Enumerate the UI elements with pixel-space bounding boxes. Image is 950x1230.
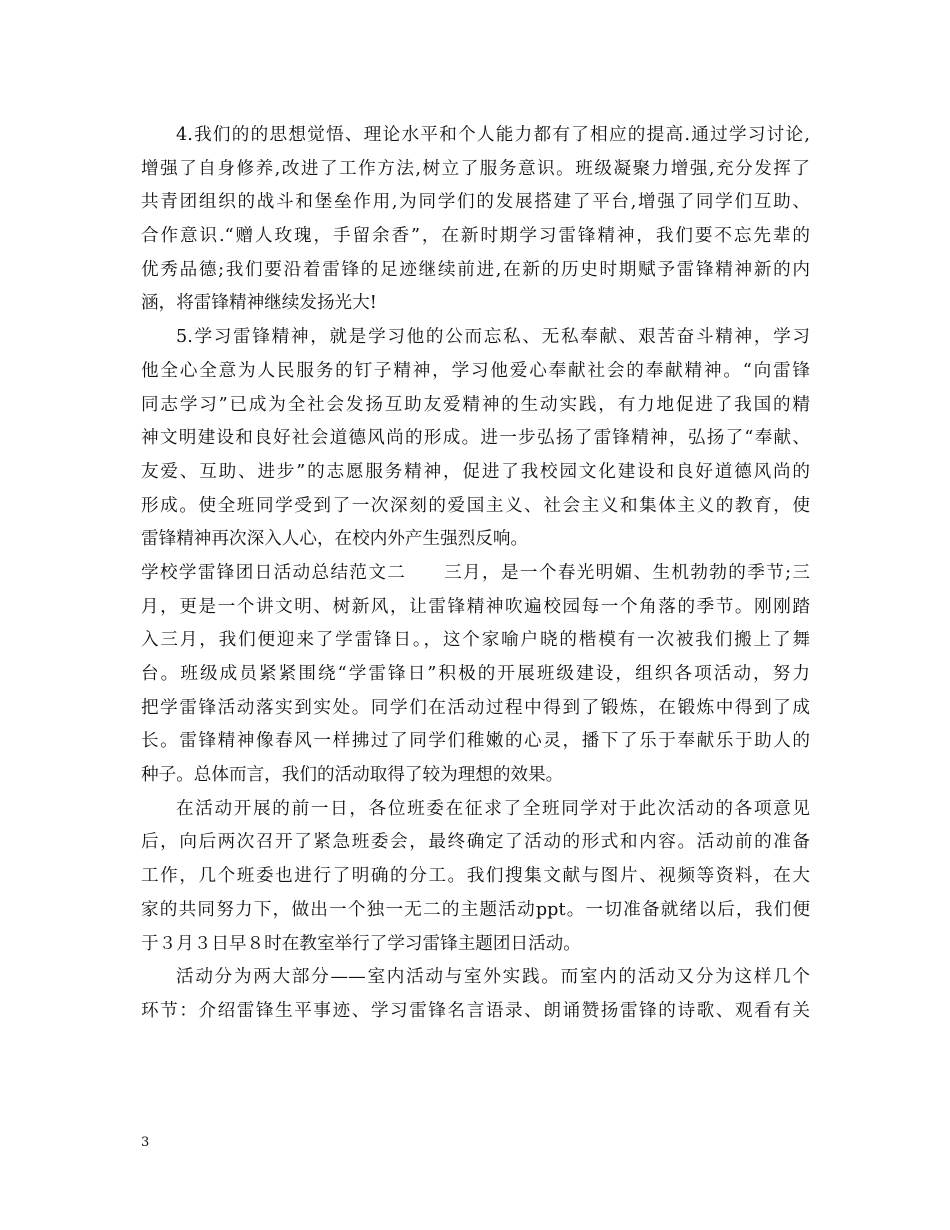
text-line: 4.我们的的思想觉悟、理论水平和个人能力都有了相应的提高.通过学习讨论, <box>176 125 810 145</box>
text-line: 形成。使全班同学受到了一次深刻的爱国主义、社会主义和集体主义的教育，使 <box>141 495 810 516</box>
text-line: 台。班级成员紧紧围绕“学雷锋日”积极的开展班级建设，组织各项活动，努力 <box>141 664 810 684</box>
text-line: 入三月，我们便迎来了学雷锋日。，这个家喻户晓的楷模有一次被我们搬上了舞 <box>141 630 810 651</box>
text-line: 友爱、互助、进步”的志愿服务精神，促进了我校园文化建设和良好道德风尚的 <box>141 461 810 482</box>
text-line: 他全心全意为人民服务的钉子精神，学习他爱心奉献社会的奉献精神。“向雷锋 <box>141 360 810 381</box>
text-line: 涵，将雷锋精神继续发扬光大! <box>141 293 377 314</box>
text-line: 增强了自身修养,改进了工作方法,树立了服务意识。班级凝聚力增强,充分发挥了 <box>141 158 810 179</box>
text-line: 同志学习”已成为全社会发扬互助友爱精神的生动实践，有力地促进了我国的精 <box>141 394 810 415</box>
text-line: 工作，几个班委也进行了明确的分工。我们搜集文献与图片、视频等资料，在大 <box>141 866 810 887</box>
text-line: 活动分为两大部分——室内活动与室外实践。而室内的活动又分为这样几个 <box>176 967 810 988</box>
text-line: 共青团组织的战斗和堡垒作用,为同学们的发展搭建了平台,增强了同学们互助、 <box>141 192 810 213</box>
text-line: 环节：介绍雷锋生平事迹、学习雷锋名言语录、朗诵赞扬雷锋的诗歌、观看有关 <box>141 1000 810 1021</box>
text-line: 把学雷锋活动落实到实处。同学们在活动过程中得到了锻炼，在锻炼中得到了成 <box>141 697 810 718</box>
text-line: 优秀品德;我们要沿着雷锋的足迹继续前进,在新的历史时期赋予雷锋精神新的内 <box>141 259 810 280</box>
text-line: 神文明建设和良好社会道德风尚的形成。进一步弘扬了雷锋精神，弘扬了“奉献、 <box>141 428 810 449</box>
text-line: 种子。总体而言，我们的活动取得了较为理想的效果。 <box>141 765 564 786</box>
text-line: 月，更是一个讲文明、树新风，让雷锋精神吹遍校园每一个角落的季节。刚刚踏 <box>141 596 810 617</box>
text-line: 雷锋精神再次深入人心，在校内外产生强烈反响。 <box>141 529 529 550</box>
text-line: 于３月３日早８时在教室举行了学习雷锋主题团日活动。 <box>141 933 581 954</box>
text-line: 家的共同努力下，做出一个独一无二的主题活动ppt。一切准备就绪以后，我们便 <box>141 899 810 920</box>
text-line: 在活动开展的前一日，各位班委在征求了全班同学对于此次活动的各项意见 <box>176 798 810 819</box>
page-number: 3 <box>141 1135 150 1150</box>
document-body <box>141 119 810 1029</box>
text-line: 5.学习雷锋精神，就是学习他的公而忘私、无私奉献、艰苦奋斗精神，学习 <box>176 327 810 348</box>
text-line: 长。雷锋精神像春风一样拂过了同学们稚嫩的心灵，播下了乐于奉献乐于助人的 <box>141 731 810 752</box>
text-line: 后，向后两次召开了紧急班委会，最终确定了活动的形式和内容。活动前的准备 <box>141 832 810 853</box>
text-line: 合作意识.“赠人玫瑰，手留余香”，在新时期学习雷锋精神，我们要不忘先辈的 <box>141 226 810 247</box>
section-heading-line: 学校学雷锋团日活动总结范文二 三月，是一个春光明媚、生机勃勃的季节;三 <box>141 562 810 583</box>
